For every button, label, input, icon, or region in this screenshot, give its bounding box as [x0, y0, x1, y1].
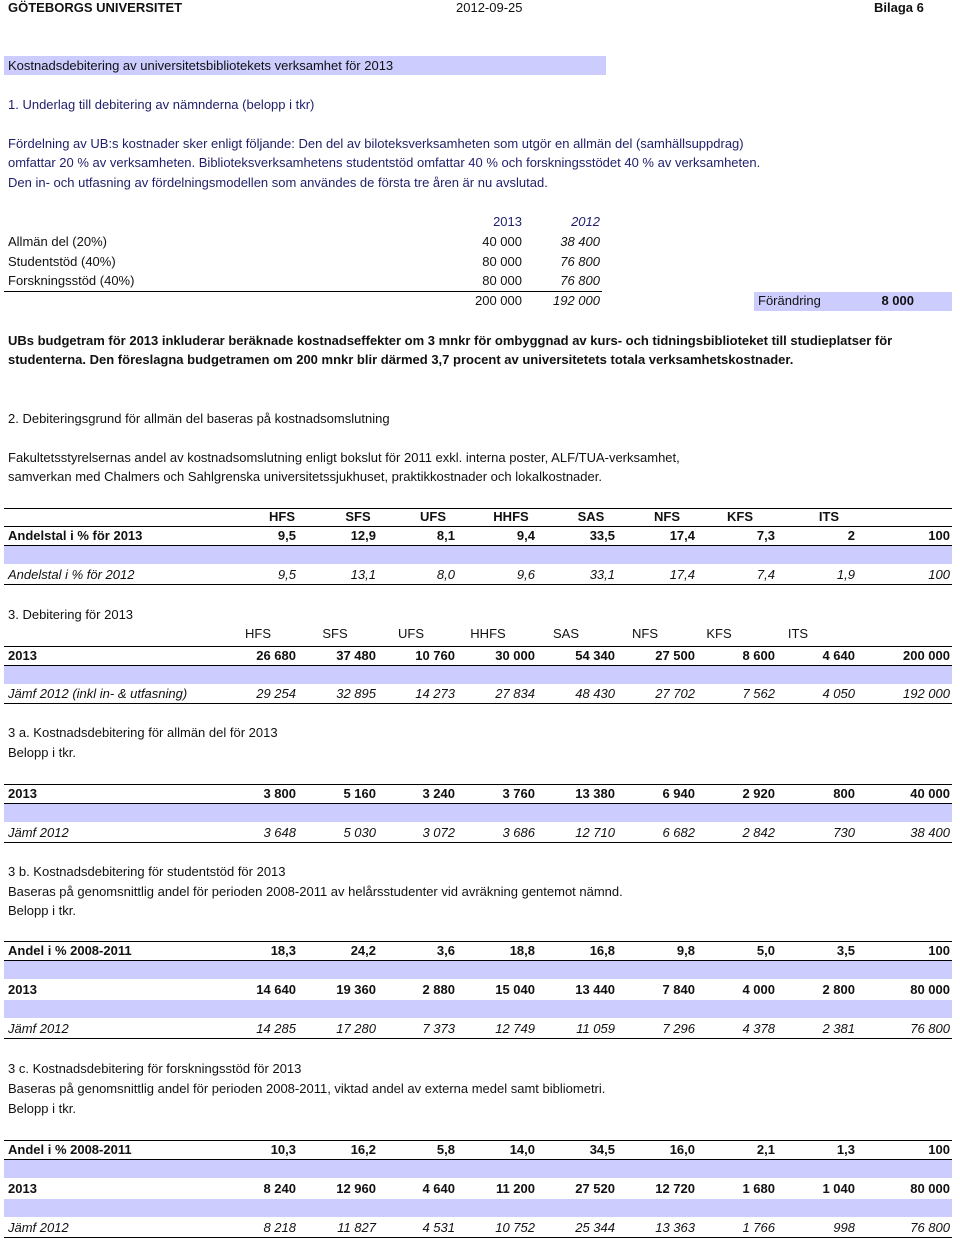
cell-value: 33,1 [589, 567, 615, 582]
table-divider [4, 291, 602, 292]
cell-value: 8,0 [436, 567, 455, 582]
cell-value: 34,5 [589, 1142, 615, 1157]
cell-value: 15 040 [495, 982, 535, 997]
cell-value: 18,8 [509, 943, 535, 958]
row-total: 100 [928, 943, 950, 958]
cell-value: 7 840 [662, 982, 695, 997]
row-total: 80 000 [910, 1181, 950, 1196]
value-2013: 80 000 [482, 254, 522, 269]
total-2012: 192 000 [553, 293, 600, 308]
cell-value: 24,2 [350, 943, 376, 958]
column-header: HFS [269, 509, 295, 524]
cell-value: 11 059 [576, 1021, 615, 1036]
cell-value: 2 800 [822, 982, 855, 997]
cell-value: 800 [833, 786, 855, 801]
cell-value: 17 280 [336, 1021, 376, 1036]
cell-value: 16,0 [669, 1142, 695, 1157]
row-total: 40 000 [910, 786, 950, 801]
row-divider [4, 665, 952, 666]
section3b-desc: Baseras på genomsnittlig andel för perioden 2008-2011 av helårsstudenter vid avräkning gentemot nämnd. [8, 884, 623, 899]
cell-value: 5,8 [436, 1142, 455, 1157]
row-divider [4, 1140, 952, 1141]
cell-value: 998 [833, 1220, 855, 1235]
cell-value: 4 531 [422, 1220, 455, 1235]
change-value: 8 000 [881, 293, 914, 308]
document-date: 2012-09-25 [456, 0, 523, 15]
column-header: SAS [552, 626, 579, 641]
cell-value: 730 [833, 825, 855, 840]
column-header: KFS [727, 509, 753, 524]
cell-value: 6 940 [662, 786, 695, 801]
cell-value: 37 480 [336, 648, 376, 663]
section3b-unit: Belopp i tkr. [8, 903, 76, 918]
row-divider [4, 941, 952, 942]
section3c-desc: Baseras på genomsnittlig andel för perioden 2008-2011, viktad andel av externa medel samt bibliometri. [8, 1081, 606, 1096]
column-header: SFS [345, 509, 371, 524]
row-band [4, 804, 952, 822]
cell-value: 29 254 [256, 686, 296, 701]
column-header: ITS [787, 626, 809, 641]
row-label: Andel i % 2008-2011 [8, 943, 132, 958]
cell-value: 7,4 [756, 567, 775, 582]
cell-value: 9,5 [277, 528, 296, 543]
cell-value: 27 834 [495, 686, 535, 701]
total-2013: 200 000 [475, 293, 522, 308]
column-header: UFS [420, 509, 446, 524]
value-2012: 38 400 [560, 234, 600, 249]
cell-value: 48 430 [575, 686, 615, 701]
row-total: 76 800 [910, 1220, 950, 1235]
column-header: HHFS [470, 626, 506, 641]
section3a-unit: Belopp i tkr. [8, 745, 76, 760]
cell-value: 1 680 [742, 1181, 775, 1196]
change-label: Förändring [758, 293, 821, 308]
section1-para-line3: Den in- och utfasning av fördelningsmodellen som användes de första tre åren är nu avslutad. [8, 175, 548, 190]
cell-value: 3 686 [502, 825, 535, 840]
cell-value: 11 827 [337, 1220, 376, 1235]
cell-value: 7 373 [422, 1021, 455, 1036]
cell-value: 11 200 [495, 1181, 535, 1196]
section1-para-line2: omfattar 20 % av verksamheten. Biblioteksverksamhetens studentstöd omfattar 40 % och forskningsstödet 40 % av verksamheten. [8, 155, 761, 170]
cell-value: 9,5 [277, 567, 296, 582]
cell-value: 8 240 [263, 1181, 296, 1196]
column-header: SFS [322, 626, 348, 641]
row-total: 100 [928, 567, 950, 582]
cell-value: 3 072 [422, 825, 455, 840]
cell-value: 7 296 [662, 1021, 695, 1036]
section2-heading: 2. Debiteringsgrund för allmän del baseras på kostnadsomslutning [8, 411, 390, 426]
cell-value: 3 760 [502, 786, 535, 801]
row-divider [4, 646, 952, 647]
cell-value: 30 000 [495, 648, 535, 663]
cell-value: 33,5 [589, 528, 615, 543]
cell-value: 14 640 [256, 982, 296, 997]
row-label: Andelstal i % för 2013 [8, 528, 143, 543]
column-header: HFS [245, 626, 271, 641]
cell-value: 2 880 [422, 982, 455, 997]
cell-value: 14,0 [509, 1142, 535, 1157]
row-band [4, 1000, 952, 1018]
page-title: Kostnadsdebitering av universitetsbibliotekets verksamhet för 2013 [8, 58, 394, 73]
cell-value: 2 381 [822, 1021, 855, 1036]
cell-value: 10 760 [415, 648, 455, 663]
column-header: SAS [577, 509, 605, 524]
cell-value: 17,4 [669, 528, 695, 543]
cell-value: 1,9 [836, 567, 855, 582]
cell-value: 9,4 [516, 528, 535, 543]
section3b-heading: 3 b. Kostnadsdebitering för studentstöd för 2013 [8, 864, 286, 879]
cell-value: 13 440 [575, 982, 615, 997]
row-total: 192 000 [903, 686, 950, 701]
section3c-heading: 3 c. Kostnadsdebitering för forskningsstöd för 2013 [8, 1061, 302, 1076]
section3-heading: 3. Debitering för 2013 [8, 607, 134, 622]
section1-para-line1: Fördelning av UB:s kostnader sker enligt följande: Den del av biloteksverksamheten som utgör en allmän del (samhällsuppdrag) [8, 136, 744, 151]
section1-heading: 1. Underlag till debitering av nämnderna (belopp i tkr) [8, 97, 315, 112]
row-band [4, 666, 952, 684]
cell-value: 3,5 [836, 943, 855, 958]
cell-value: 5,0 [756, 943, 775, 958]
col-2013-header: 2013 [493, 214, 522, 229]
budget-note-line1: UBs budgetram för 2013 inkluderar beräknade kostnadseffekter om 3 mnkr för ombyggnad av kurs- och tidningsbiblioteket till studieplatser för [8, 333, 893, 348]
column-header: NFS [632, 626, 658, 641]
value-2013: 40 000 [482, 234, 522, 249]
cell-value: 9,8 [676, 943, 695, 958]
cell-value: 4 378 [742, 1021, 775, 1036]
column-header: HHFS [493, 509, 529, 524]
row-divider [4, 784, 952, 785]
column-header: KFS [706, 626, 732, 641]
value-2012: 76 800 [560, 254, 600, 269]
row-divider [4, 584, 952, 585]
cell-value: 3 240 [422, 786, 455, 801]
cell-value: 16,2 [350, 1142, 376, 1157]
row-label: 2013 [8, 648, 37, 663]
cell-value: 2,1 [756, 1142, 775, 1157]
cell-value: 19 360 [336, 982, 376, 997]
cell-value: 2 842 [742, 825, 775, 840]
cell-value: 26 680 [256, 648, 296, 663]
attachment-label: Bilaga 6 [874, 0, 924, 15]
col-2012-header: 2012 [571, 214, 600, 229]
cell-value: 27 500 [655, 648, 695, 663]
column-header: UFS [398, 626, 424, 641]
row-label: Andelstal i % för 2012 [8, 567, 135, 582]
row-total: 100 [928, 528, 950, 543]
row-total: 100 [928, 1142, 950, 1157]
cell-value: 10,3 [270, 1142, 296, 1157]
cell-value: 12 960 [336, 1181, 376, 1196]
section2-para-line1: Fakultetsstyrelsernas andel av kostnadsomslutning enligt bokslut för 2011 exkl. interna poster, ALF/TUA-verksamhet, [8, 450, 680, 465]
section3c-unit: Belopp i tkr. [8, 1101, 76, 1116]
cell-value: 10 752 [495, 1220, 535, 1235]
cell-value: 17,4 [669, 567, 695, 582]
row-total: 200 000 [903, 648, 950, 663]
row-label: Jämf 2012 [8, 1220, 69, 1235]
cell-value: 4 640 [822, 648, 855, 663]
cell-value: 8 218 [263, 1220, 296, 1235]
cell-value: 5 030 [343, 825, 376, 840]
row-divider [4, 703, 952, 704]
row-label: Jämf 2012 (inkl in- & utfasning) [8, 686, 188, 701]
column-header: NFS [654, 509, 680, 524]
row-label: Jämf 2012 [8, 1021, 69, 1036]
row-divider [4, 1237, 952, 1238]
cell-value: 4 000 [742, 982, 775, 997]
cell-value: 1,3 [836, 1142, 855, 1157]
value-2012: 76 800 [560, 273, 600, 288]
cell-value: 3 648 [263, 825, 296, 840]
row-label: Andel i % 2008-2011 [8, 1142, 132, 1157]
org-name: GÖTEBORGS UNIVERSITET [8, 0, 183, 15]
row-divider [4, 545, 952, 546]
row-divider [4, 842, 952, 843]
row-label: Allmän del (20%) [8, 234, 107, 249]
cell-value: 1 040 [822, 1181, 855, 1196]
row-band [4, 961, 952, 979]
cell-value: 4 640 [422, 1181, 455, 1196]
cell-value: 54 340 [575, 648, 615, 663]
cell-value: 12 720 [655, 1181, 695, 1196]
cell-value: 12 710 [575, 825, 615, 840]
row-band [4, 1199, 952, 1217]
row-divider [4, 960, 952, 961]
cell-value: 6 682 [662, 825, 695, 840]
row-divider [4, 1159, 952, 1160]
row-label: 2013 [8, 1181, 37, 1196]
cell-value: 13 380 [575, 786, 615, 801]
cell-value: 7 562 [742, 686, 775, 701]
cell-value: 14 285 [256, 1021, 296, 1036]
row-label: Studentstöd (40%) [8, 254, 116, 269]
row-label: 2013 [8, 786, 37, 801]
cell-value: 12,9 [350, 528, 376, 543]
cell-value: 3,6 [436, 943, 455, 958]
cell-value: 32 895 [336, 686, 376, 701]
section3a-heading: 3 a. Kostnadsdebitering för allmän del för 2013 [8, 725, 278, 740]
section2-para-line2: samverkan med Chalmers och Sahlgrenska universitetssjukhuset, praktikkostnader och lokalkostnader. [8, 469, 602, 484]
row-divider [4, 526, 952, 527]
row-label: Jämf 2012 [8, 825, 69, 840]
cell-value: 2 [847, 528, 855, 543]
cell-value: 7,3 [756, 528, 775, 543]
cell-value: 8,1 [436, 528, 455, 543]
row-total: 80 000 [910, 982, 950, 997]
cell-value: 2 920 [742, 786, 775, 801]
cell-value: 16,8 [589, 943, 615, 958]
row-total: 76 800 [910, 1021, 950, 1036]
column-header: ITS [818, 509, 840, 524]
cell-value: 5 160 [343, 786, 376, 801]
cell-value: 27 702 [655, 686, 695, 701]
cell-value: 27 520 [575, 1181, 615, 1196]
budget-note-line2: studenterna. Den föreslagna budgetramen om 200 mnkr blir därmed 3,7 procent av universitetets totala verksamhetskostnader. [8, 352, 794, 367]
cell-value: 4 050 [822, 686, 855, 701]
cell-value: 9,6 [516, 567, 535, 582]
cell-value: 18,3 [270, 943, 296, 958]
cell-value: 13 363 [655, 1220, 695, 1235]
value-2013: 80 000 [482, 273, 522, 288]
row-band [4, 546, 952, 564]
cell-value: 12 749 [495, 1021, 535, 1036]
row-total: 38 400 [910, 825, 950, 840]
row-divider [4, 803, 952, 804]
cell-value: 25 344 [575, 1220, 615, 1235]
row-band [4, 1160, 952, 1178]
row-label: 2013 [8, 982, 37, 997]
cell-value: 1 766 [742, 1220, 775, 1235]
row-label: Forskningsstöd (40%) [8, 273, 135, 288]
cell-value: 8 600 [742, 648, 775, 663]
row-divider [4, 1038, 952, 1039]
cell-value: 3 800 [263, 786, 296, 801]
cell-value: 14 273 [415, 686, 455, 701]
cell-value: 13,1 [350, 567, 376, 582]
